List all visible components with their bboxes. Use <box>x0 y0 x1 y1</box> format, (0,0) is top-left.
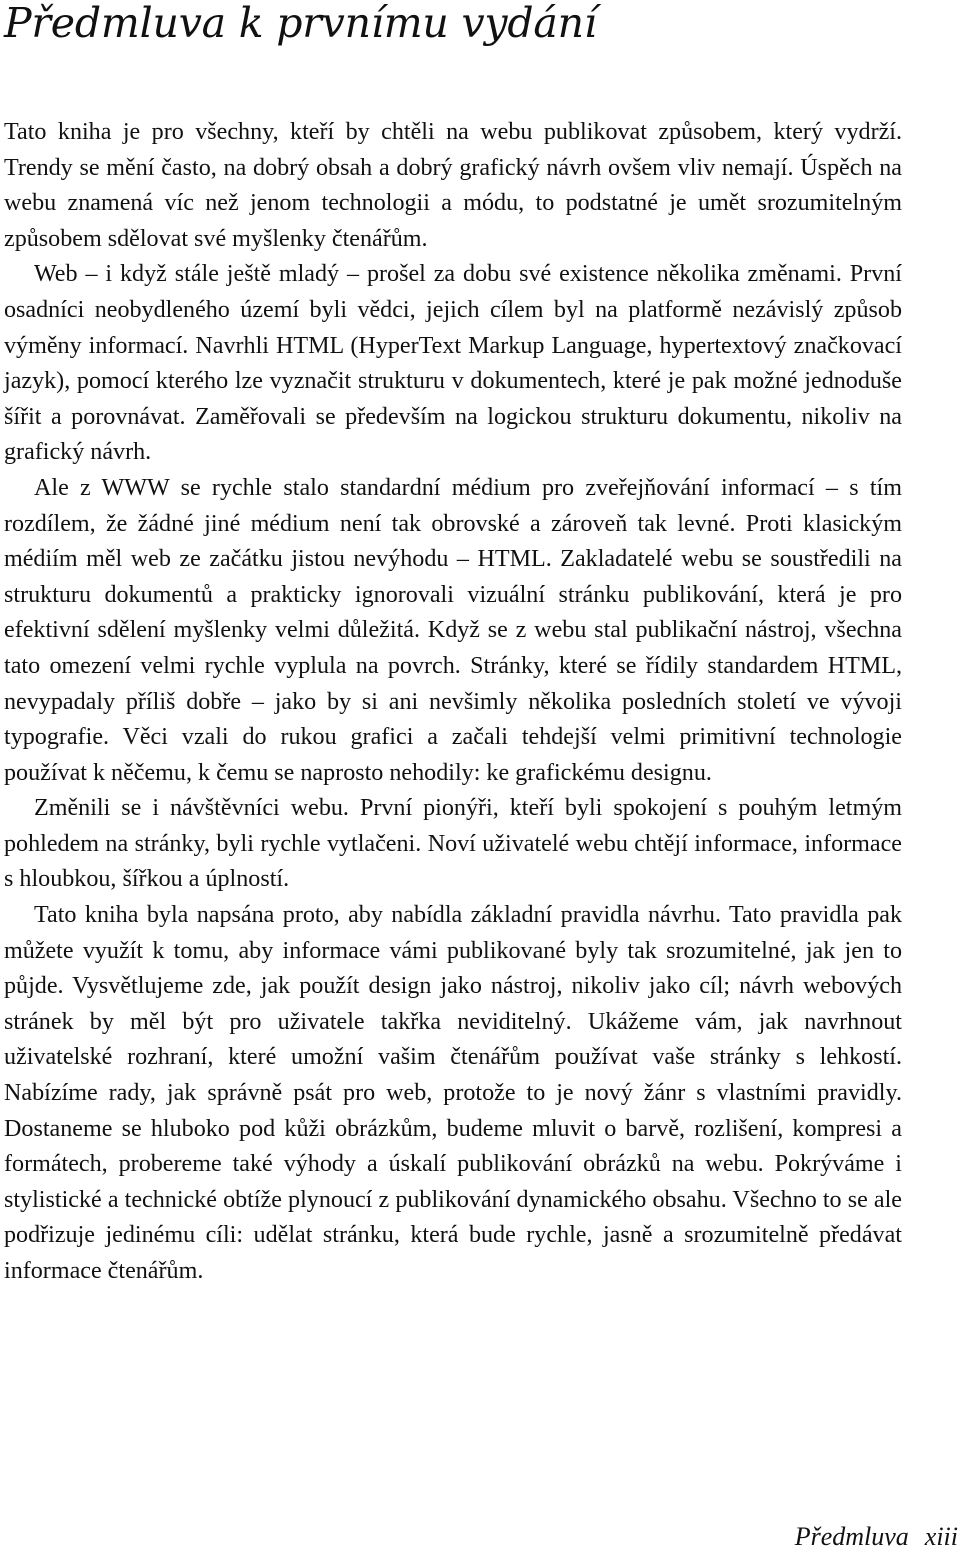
paragraph-web-history: Web – i když stále ještě mladý – prošel za dobu své existence několika změnami. První osadníci neobydleného území byli vědci, jejich cílem byl na platformě nezávislý způsob výměny informací. Navrhli HTML (HyperText Markup Language, hypertextový značkovací jazyk), pomocí kterého lze vyznačit strukturu v dokumentech, které je pak možné jednoduše šířit a porovnávat. Zaměřovali se především na logickou strukturu dokumentu, nikoliv na grafický návrh. <box>4 261 902 466</box>
paragraph-visitors: Změnili se i návštěvníci webu. První pionýři, kteří byli spokojení s pouhým letmým pohledem na stránky, byli rychle vytlačeni. Noví uživatelé webu chtějí informace, informace s hloubkou, šířkou a úplností. <box>4 795 902 893</box>
page-footer <box>795 1522 958 1552</box>
running-footer-section: Předmluva <box>794 1522 909 1551</box>
page-number: xiii <box>924 1522 958 1551</box>
paragraph-www-medium: Ale z WWW se rychle stalo standardní médium pro zveřejňování informací – s tím rozdílem, že žádné jiné médium není tak obrovské a zároveň tak levné. Proti klasickým médiím měl web ze začátku jistou nevýhodu – HTML. Zakladatelé webu se soustředili na strukturu dokumentů a prakticky ignorovali vizuální stránku publikování, která je pro efektivní sdělení myšlenky velmi důležitá. Když se z webu stal publikační nástroj, všechna tato omezení velmi rychle vyplula na povrch. Stránky, které se řídily standardem HTML, nevypadaly příliš dobře – jako by si ani nevšimly několika posledních století ve vývoji typografie. Věci vzali do rukou grafici a začali tehdejší velmi primitivní technologie používat k něčemu, k čemu se naprosto nehodily: ke grafickému designu. <box>4 474 902 786</box>
book-page <box>4 0 902 1558</box>
chapter-body <box>4 115 902 1290</box>
paragraph-book-purpose: Tato kniha byla napsána proto, aby nabídla základní pravidla návrhu. Tato pravidla pak můžete využít k tomu, aby informace vámi publikované byly tak srozumitelné, jak jen to půjde. Vysvětlujeme zde, jak použít design jako nástroj, nikoliv jako cíl; návrh webových stránek by měl být pro uživatele takřka neviditelný. Ukážeme vám, jak navrhnout uživatelské rozhraní, které umožní vašim čtenářům používat vaše stránky s lehkostí. Nabízíme rady, jak správně psát pro web, protože to je nový žánr s vlastními pravidly. Dostaneme se hluboko pod kůži obrázkům, budeme mluvit o barvě, rozlišení, kompresi a formátech, probereme také výhody a úskalí publikování obrázků na webu. Pokrýváme i stylistické a technické obtíže plynoucí z publikování dynamického obsahu. Všechno to se ale podřizuje jedinému cíli: udělat stránku, která bude rychle, jasně a srozumitelně předávat informace čtenářům. <box>4 902 902 1284</box>
paragraph-intro: Tato kniha je pro všechny, kteří by chtěli na webu publikovat způsobem, který vydrží. Trendy se mění často, na dobrý obsah a dobrý grafický návrh ovšem vliv nemají. Úspěch na webu znamená víc než jenom technologii a módu, to podstatné je umět srozumitelným způsobem sdělovat své myšlenky čtenářům. <box>4 119 902 252</box>
chapter-title: Předmluva k prvnímu vydání <box>4 0 597 47</box>
